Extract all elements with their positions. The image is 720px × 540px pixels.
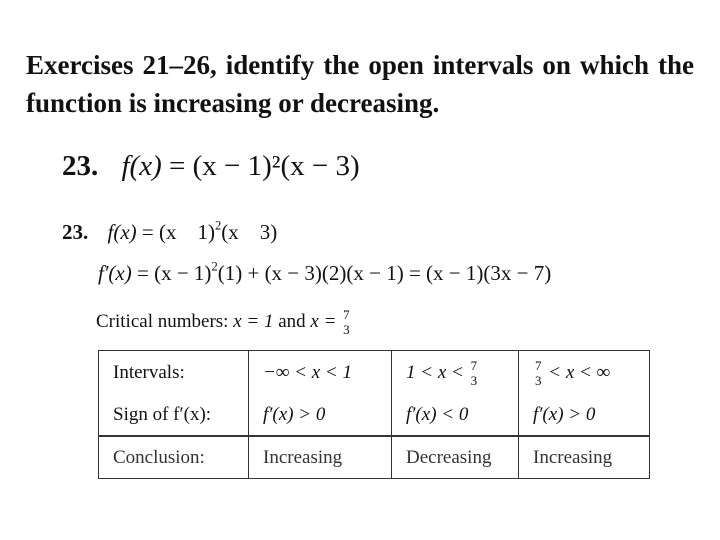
interval-2-fraction xyxy=(471,359,478,388)
equals-sign: = xyxy=(169,150,186,182)
solution-line-1 xyxy=(62,220,277,245)
critical-number-2-lhs: x = xyxy=(310,310,337,332)
critical-numbers xyxy=(96,308,352,337)
sign-chart-table xyxy=(98,350,650,479)
critical-number-1: x = 1 xyxy=(233,310,274,332)
table-row-intervals xyxy=(99,351,650,396)
solution-line-2-lhs: f′(x) xyxy=(98,261,132,285)
fraction-numerator: 7 xyxy=(343,307,350,322)
sign-2-text: f′(x) < 0 xyxy=(406,404,469,425)
conclusion-1: Increasing xyxy=(249,436,392,479)
interval-2-text: 1 < x < xyxy=(406,361,464,383)
function-expression: (x − 1)²(x − 3) xyxy=(192,150,360,182)
table-row-conclusion xyxy=(99,436,650,479)
sign-3-text: f′(x) > 0 xyxy=(533,404,596,425)
interval-3 xyxy=(519,351,650,396)
fraction-denominator: 3 xyxy=(343,322,350,337)
interval-1 xyxy=(249,351,392,396)
solution-line-2-rhs-a: = (x − 1) xyxy=(137,261,212,285)
critical-number-2-fraction xyxy=(343,308,350,337)
solution-line-2-exponent: 2 xyxy=(211,259,218,274)
solution-line-1-lhs: f(x) xyxy=(107,220,137,244)
sign-1-text: f′(x) > 0 xyxy=(263,404,326,425)
problem-statement xyxy=(62,150,360,183)
exercise-heading: Exercises 21–26, identify the open intervals on which the function is increasing or decreasing. xyxy=(26,50,694,118)
interval-2 xyxy=(392,351,519,396)
intervals-label: Intervals: xyxy=(99,351,249,396)
solution-line-1-rhs-a: = (x 1) xyxy=(141,220,215,244)
solution-line-1-exponent: 2 xyxy=(215,218,222,233)
interval-3-text: < x < ∞ xyxy=(548,361,611,383)
conclusion-3: Increasing xyxy=(519,436,650,479)
fraction-numerator: 7 xyxy=(470,357,478,373)
fraction-numerator: 7 xyxy=(535,357,542,373)
sign-2 xyxy=(392,395,519,436)
sign-label: Sign of f′(x): xyxy=(99,395,249,436)
interval-3-fraction xyxy=(535,359,542,388)
interval-1-text: −∞ < x < 1 xyxy=(263,362,352,383)
solution-number: 23. xyxy=(62,220,89,244)
sign-3 xyxy=(519,395,650,436)
critical-and: and xyxy=(278,310,306,332)
sign-1 xyxy=(249,395,392,436)
fraction-denominator: 3 xyxy=(535,372,542,388)
table-row-sign xyxy=(99,395,650,436)
critical-numbers-label: Critical numbers: xyxy=(96,310,229,332)
solution-line-2-rhs-b: (1) + (x − 3)(2)(x − 1) = (x − 1)(3x − 7) xyxy=(217,261,552,285)
conclusion-2: Decreasing xyxy=(392,436,519,479)
problem-number: 23. xyxy=(62,150,99,182)
solution-line-2 xyxy=(98,261,551,286)
fraction-denominator: 3 xyxy=(470,372,478,388)
conclusion-label: Conclusion: xyxy=(99,436,249,479)
function-name: f(x) xyxy=(121,150,162,182)
solution-line-1-rhs-b: (x 3) xyxy=(221,220,278,244)
